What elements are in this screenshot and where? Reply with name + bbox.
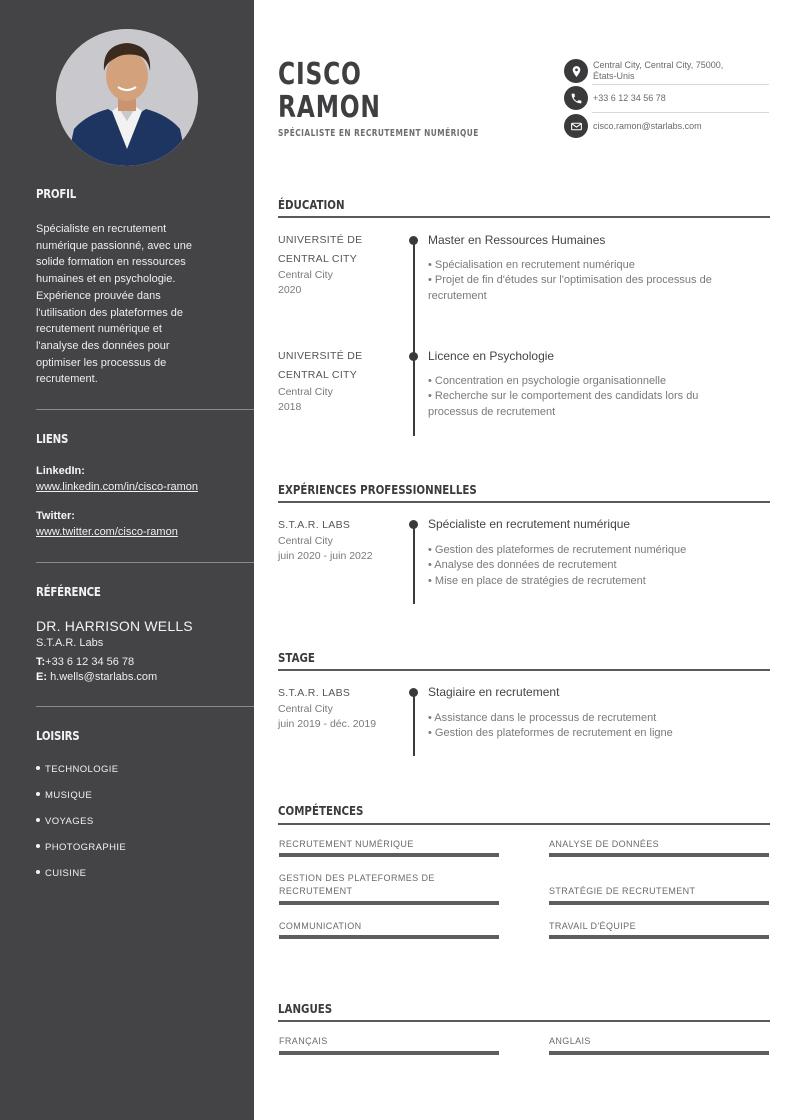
address-line: États-Unis	[593, 71, 635, 81]
hobby-item	[36, 842, 126, 853]
profile-line: numérique passionné, avec une	[36, 239, 192, 252]
skill-bar	[279, 935, 499, 939]
education-date: 2020	[278, 284, 302, 296]
language-label: ANGLAIS	[549, 1036, 591, 1046]
hobby-label: CUISINE	[45, 868, 87, 879]
bullet-item: • Assistance dans le processus de recrutement	[428, 712, 657, 724]
skill-label	[279, 872, 499, 897]
education-location: Central City	[278, 386, 333, 398]
language-bar	[279, 1051, 499, 1055]
profile-line: Spécialiste en recrutement	[36, 223, 167, 235]
internship-heading: STAGE	[278, 650, 315, 665]
phone-label: T:	[36, 656, 46, 668]
job-title: SPÉCIALISTE EN RECRUTEMENT NUMÉRIQUE	[278, 128, 479, 139]
reference-email	[36, 671, 157, 683]
contact-email[interactable]: cisco.ramon@starlabs.com	[593, 121, 702, 131]
phone-icon	[564, 86, 588, 110]
timeline-dot-icon	[409, 520, 418, 529]
phone-value: +33 6 12 34 56 78	[45, 656, 135, 668]
hobby-label: VOYAGES	[45, 816, 94, 827]
hobby-label: MUSIQUE	[45, 790, 93, 801]
section-divider	[278, 823, 770, 825]
timeline-dot-icon	[409, 352, 418, 361]
institution-line: UNIVERSITÉ DE	[278, 350, 363, 362]
institution-line: UNIVERSITÉ DE	[278, 234, 363, 246]
email-value: h.wells@starlabs.com	[50, 671, 158, 683]
institution-line: CENTRAL CITY	[278, 253, 358, 265]
sidebar-divider	[36, 706, 254, 707]
timeline-line	[413, 240, 415, 436]
skill-label-line: RECRUTEMENT	[279, 885, 353, 896]
reference-heading: RÉFÉRENCE	[36, 584, 101, 599]
experience-heading: EXPÉRIENCES PROFESSIONNELLES	[278, 482, 477, 497]
timeline-line	[413, 524, 415, 604]
internship-role: Stagiaire en recrutement	[428, 685, 560, 699]
skill-label: TRAVAIL D'ÉQUIPE	[549, 921, 636, 931]
bullet-icon	[36, 870, 40, 874]
bullet-item: • Concentration en psychologie organisationnelle	[428, 375, 667, 387]
contact-divider	[592, 84, 769, 85]
education-date: 2018	[278, 401, 302, 413]
skill-bar	[549, 935, 769, 939]
hobby-label: PHOTOGRAPHIE	[45, 842, 127, 853]
skill-label: RECRUTEMENT NUMÉRIQUE	[279, 839, 414, 849]
envelope-icon	[564, 114, 588, 138]
education-bullets	[428, 258, 758, 304]
skill-bar	[279, 853, 499, 857]
reference-phone	[36, 656, 134, 668]
twitter-link[interactable]: www.twitter.com/cisco-ramon	[36, 526, 178, 538]
section-divider	[278, 501, 770, 503]
experience-company: S.T.A.R. LABS	[278, 519, 351, 531]
bullet-item: • Mise en place de stratégies de recrutement	[428, 574, 646, 587]
education-heading: ÉDUCATION	[278, 197, 345, 212]
internship-location: Central City	[278, 703, 333, 715]
reference-company: S.T.A.R. Labs	[36, 637, 104, 649]
bullet-icon	[36, 792, 40, 796]
skill-label: STRATÉGIE DE RECRUTEMENT	[549, 886, 696, 896]
internship-bullets	[428, 711, 758, 742]
bullet-icon	[36, 766, 40, 770]
linkedin-link[interactable]: www.linkedin.com/in/cisco-ramon	[36, 481, 198, 493]
education-bullets	[428, 374, 758, 420]
skills-heading: COMPÉTENCES	[278, 803, 364, 818]
links-heading: LIENS	[36, 431, 69, 446]
languages-heading: LANGUES	[278, 1001, 333, 1016]
experience-bullets	[428, 543, 758, 589]
profile-photo	[56, 29, 198, 166]
skill-label: COMMUNICATION	[279, 921, 362, 931]
portrait-image	[56, 29, 198, 166]
section-divider	[278, 669, 770, 671]
education-institution	[278, 231, 398, 269]
internship-date: juin 2019 - déc. 2019	[278, 718, 377, 730]
reference-name: DR. HARRISON WELLS	[36, 618, 193, 634]
internship-company: S.T.A.R. LABS	[278, 687, 351, 699]
timeline-dot-icon	[409, 236, 418, 245]
bullet-item: • Spécialisation en recrutement numérique	[428, 259, 635, 271]
address-line: Central City, Central City, 75000,	[593, 60, 724, 70]
bullet-item: • Gestion des plateformes de recrutement numérique	[428, 544, 687, 556]
linkedin-label: LinkedIn:	[36, 465, 85, 477]
bullet-icon	[36, 818, 40, 822]
first-name: CISCO	[278, 57, 362, 92]
profile-line: recrutement numérique et	[36, 323, 162, 336]
timeline-line	[413, 692, 415, 756]
contact-divider	[592, 112, 769, 113]
timeline-dot-icon	[409, 688, 418, 697]
bullet-item: • Projet de fin d'études sur l'optimisation des processus de	[428, 274, 712, 287]
education-location: Central City	[278, 269, 333, 281]
education-institution	[278, 347, 398, 385]
bullet-item: • Recherche sur le comportement des candidats lors du	[428, 390, 699, 403]
last-name: RAMON	[278, 90, 381, 125]
hobby-item	[36, 816, 94, 827]
hobby-item	[36, 764, 119, 775]
email-label: E:	[36, 671, 47, 683]
hobby-label: TECHNOLOGIE	[45, 764, 119, 775]
profile-line: Expérience prouvée dans	[36, 289, 161, 302]
bullet-icon	[36, 844, 40, 848]
profile-line: humaines et en psychologie.	[36, 273, 176, 286]
twitter-label: Twitter:	[36, 510, 75, 522]
bullet-item: • Analyse des données de recrutement	[428, 559, 617, 572]
contact-phone: +33 6 12 34 56 78	[593, 93, 666, 103]
profile-heading: PROFIL	[36, 186, 77, 201]
hobbies-heading: LOISIRS	[36, 728, 80, 743]
skill-bar	[549, 853, 769, 857]
profile-line: solide formation en ressources	[36, 256, 186, 269]
experience-location: Central City	[278, 535, 333, 547]
bullet-item: • Gestion des plateformes de recrutement en ligne	[428, 727, 673, 740]
profile-line: l'analyse des données pour	[36, 339, 170, 352]
institution-line: CENTRAL CITY	[278, 369, 358, 381]
sidebar-divider	[36, 409, 254, 410]
education-degree: Master en Ressources Humaines	[428, 233, 606, 247]
profile-line: optimiser les processus de	[36, 356, 167, 369]
bullet-item: recrutement	[428, 289, 487, 302]
education-degree: Licence en Psychologie	[428, 349, 555, 363]
profile-summary	[36, 221, 214, 388]
experience-role: Spécialiste en recrutement numérique	[428, 517, 631, 531]
language-label: FRANÇAIS	[279, 1036, 328, 1046]
contact-address	[593, 60, 769, 82]
language-bar	[549, 1051, 769, 1055]
profile-line: l'utilisation des plateformes de	[36, 306, 184, 319]
section-divider	[278, 216, 770, 218]
sidebar-divider	[36, 562, 254, 563]
hobby-item	[36, 790, 92, 801]
location-pin-icon	[564, 59, 588, 83]
skill-bar	[549, 901, 769, 905]
section-divider	[278, 1020, 770, 1022]
profile-line: recrutement.	[36, 373, 98, 386]
hobby-item	[36, 868, 86, 879]
skill-label: ANALYSE DE DONNÉES	[549, 839, 660, 849]
sidebar	[0, 0, 254, 1120]
skill-label-line: GESTION DES PLATEFORMES DE	[279, 873, 435, 883]
skill-bar	[279, 901, 499, 905]
experience-date: juin 2020 - juin 2022	[278, 550, 373, 562]
bullet-item: processus de recrutement	[428, 405, 556, 418]
